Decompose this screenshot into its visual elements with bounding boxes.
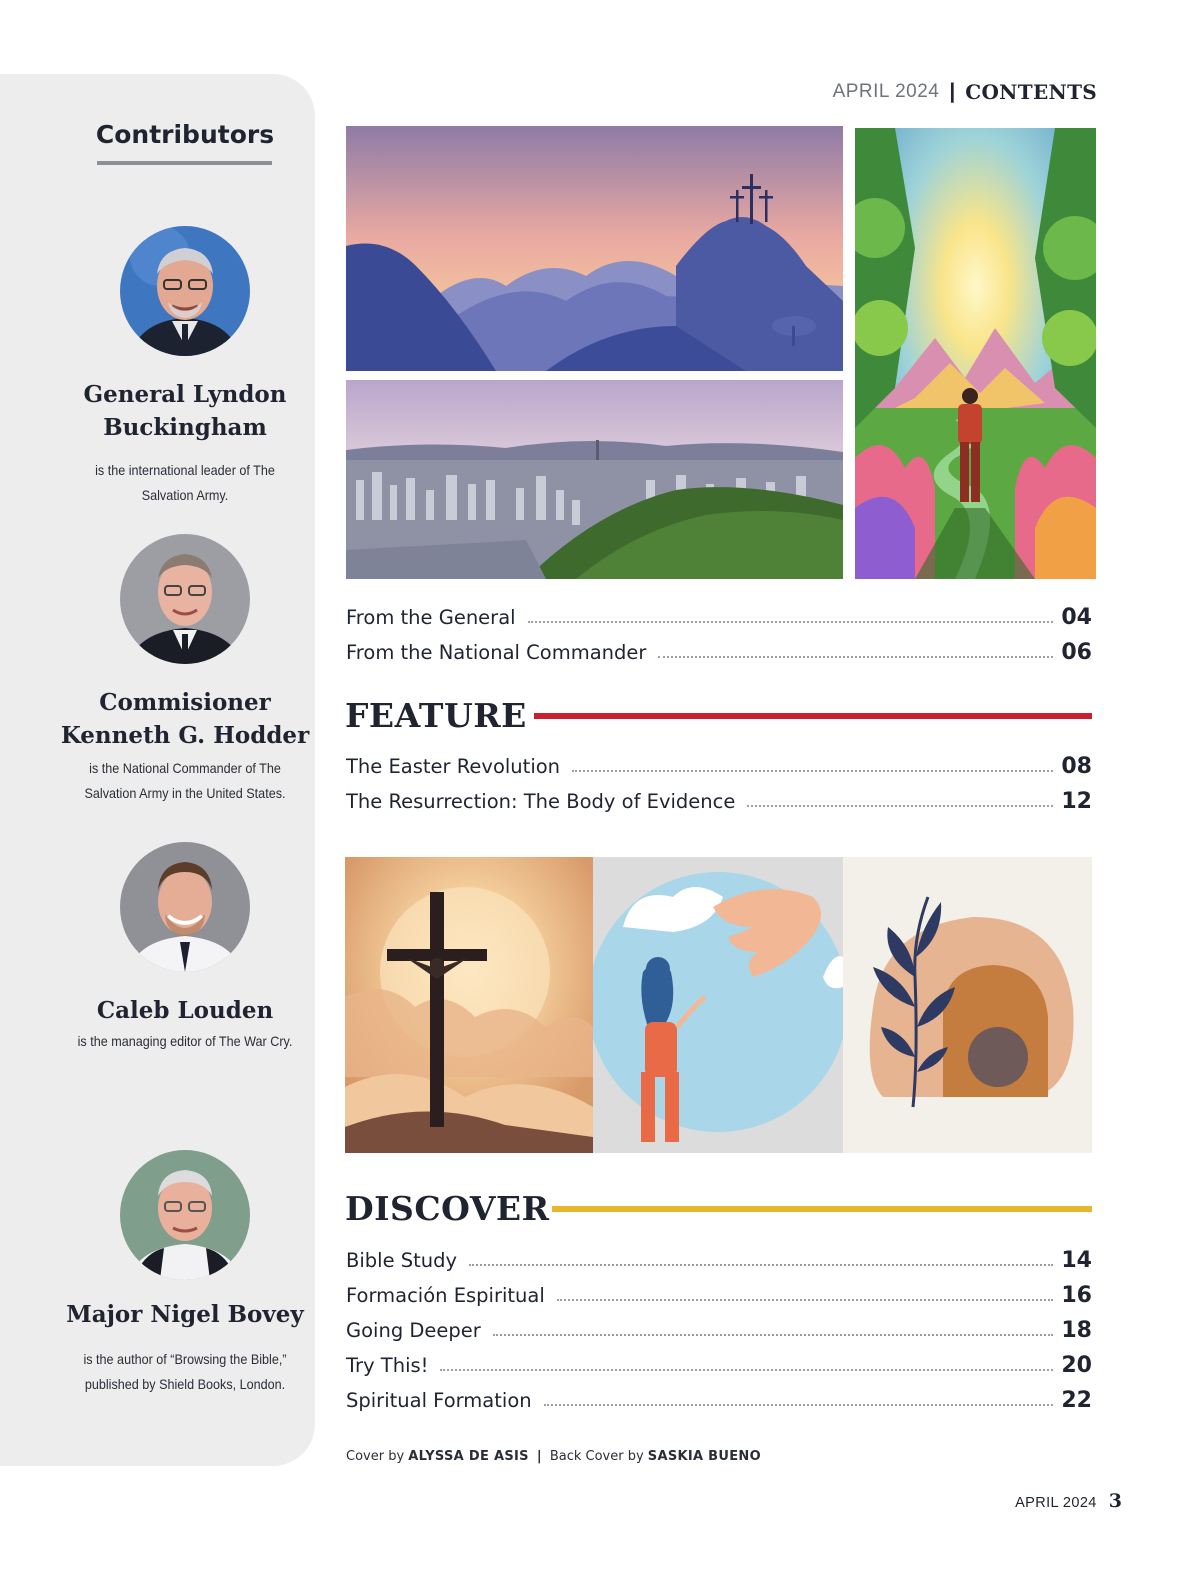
contributor-2-name: [0, 686, 370, 752]
contributor-1: [0, 226, 370, 508]
page-footer: [1015, 1490, 1122, 1512]
toc-entry-title: Formación Espiritual: [346, 1284, 545, 1307]
contributor-2-desc-line1: is the National Commander of The: [89, 760, 281, 776]
toc-entry-title: Bible Study: [346, 1249, 458, 1272]
toc-entry-page: 18: [1061, 1318, 1092, 1343]
feature-rule: [534, 713, 1092, 719]
contributor-3: [0, 842, 370, 1054]
toc-entry-page: 20: [1061, 1353, 1092, 1378]
toc-entry-title: Try This!: [346, 1354, 429, 1377]
header-month: APRIL 2024: [832, 81, 940, 102]
toc-entry-page: 22: [1061, 1388, 1092, 1413]
toc-entry[interactable]: [346, 636, 1092, 666]
toc-entry-title: From the General: [346, 606, 516, 629]
toc-entry-page: 04: [1061, 605, 1092, 630]
toc-entry-title: Going Deeper: [346, 1319, 481, 1342]
contributor-1-desc-line2: Salvation Army.: [141, 487, 229, 503]
toc-entry[interactable]: [346, 1279, 1092, 1309]
contributor-3-desc: [19, 1029, 352, 1054]
contributor-2-desc: [19, 756, 352, 806]
toc-leader-dots: [747, 805, 1053, 807]
contributors-heading-wrap: [0, 120, 370, 149]
toc-entry[interactable]: [346, 1244, 1092, 1274]
toc-entry[interactable]: [346, 1314, 1092, 1344]
toc-entry[interactable]: [346, 601, 1092, 631]
cover-artist: ALYSSA DE ASIS: [408, 1449, 529, 1464]
contributor-4-photo: [120, 1150, 250, 1280]
cover-credits: [346, 1449, 761, 1464]
contributor-4: [0, 1150, 370, 1397]
toc-entry-title: Spiritual Formation: [346, 1389, 532, 1412]
toc-leader-dots: [572, 770, 1053, 772]
contributor-2-name-line1: Commisioner: [99, 689, 271, 716]
toc-entry-title: From the National Commander: [346, 641, 647, 664]
toc-entry-title: The Easter Revolution: [346, 755, 561, 778]
contributor-3-photo: [120, 842, 250, 972]
toc-leader-dots: [544, 1404, 1054, 1406]
contributor-4-desc-line2: published by Shield Books, London.: [84, 1376, 286, 1392]
contributor-4-name-line1: Major Nigel Bovey: [66, 1301, 304, 1328]
toc-entry-page: 16: [1061, 1283, 1092, 1308]
back-cover-label: Back Cover by: [549, 1449, 644, 1464]
contributor-1-name-line1: General Lyndon: [83, 381, 287, 408]
contributor-2-name-line2: Kenneth G. Hodder: [60, 722, 310, 749]
contributor-3-desc-line1: is the managing editor of The War Cry.: [77, 1033, 293, 1049]
contributor-1-desc-line1: is the international leader of The: [95, 462, 275, 478]
header-section: CONTENTS: [965, 80, 1097, 104]
toc-entry[interactable]: [346, 785, 1092, 815]
toc-leader-dots: [658, 656, 1053, 658]
cross-sunset-illustration: [345, 857, 593, 1153]
reaching-hand-illustration: [593, 857, 843, 1153]
discover-heading: DISCOVER: [345, 1189, 550, 1228]
empty-tomb-illustration: [843, 857, 1092, 1153]
contributors-heading: Contributors: [95, 120, 275, 149]
contributor-2: [0, 534, 370, 806]
header-separator: |: [949, 80, 956, 103]
contributor-3-name: [0, 994, 370, 1027]
contributor-1-name-line2: Buckingham: [103, 414, 267, 441]
discover-rule: [552, 1206, 1092, 1212]
credits-separator: |: [536, 1449, 542, 1464]
back-cover-artist: SASKIA BUENO: [647, 1449, 761, 1464]
toc-entry[interactable]: [346, 750, 1092, 780]
toc-leader-dots: [557, 1299, 1054, 1301]
footer-month: APRIL 2024: [1015, 1495, 1097, 1511]
page-header: [833, 80, 1097, 104]
toc-entry[interactable]: [346, 1384, 1092, 1414]
contributor-4-desc: [19, 1347, 352, 1397]
contributors-underline: [97, 161, 272, 165]
toc-leader-dots: [528, 621, 1054, 623]
contributor-4-name: [0, 1298, 370, 1331]
contributor-1-desc: [19, 458, 352, 508]
crosses-mountain-illustration: [346, 126, 843, 371]
toc-entry-page: 12: [1061, 789, 1092, 814]
page-number: 3: [1108, 1490, 1122, 1512]
cover-label: Cover by: [346, 1449, 405, 1464]
contributor-1-photo: [120, 226, 250, 356]
toc-entry-page: 06: [1061, 640, 1092, 665]
contributor-3-name-line1: Caleb Louden: [96, 997, 274, 1024]
feature-heading: FEATURE: [345, 696, 527, 735]
toc-leader-dots: [493, 1334, 1054, 1336]
toc-entry[interactable]: [346, 1349, 1092, 1379]
toc-entry-page: 08: [1061, 754, 1092, 779]
toc-entry-title: The Resurrection: The Body of Evidence: [346, 790, 736, 813]
garden-path-illustration: [855, 128, 1096, 579]
contributor-4-desc-line1: is the author of “Browsing the Bible,”: [83, 1351, 287, 1367]
city-landscape-photo: [346, 380, 843, 579]
contributor-1-name: [0, 378, 370, 444]
contributor-2-photo: [120, 534, 250, 664]
toc-leader-dots: [440, 1369, 1053, 1371]
toc-entry-page: 14: [1061, 1248, 1092, 1273]
toc-leader-dots: [469, 1264, 1053, 1266]
contributor-2-desc-line2: Salvation Army in the United States.: [84, 785, 286, 801]
